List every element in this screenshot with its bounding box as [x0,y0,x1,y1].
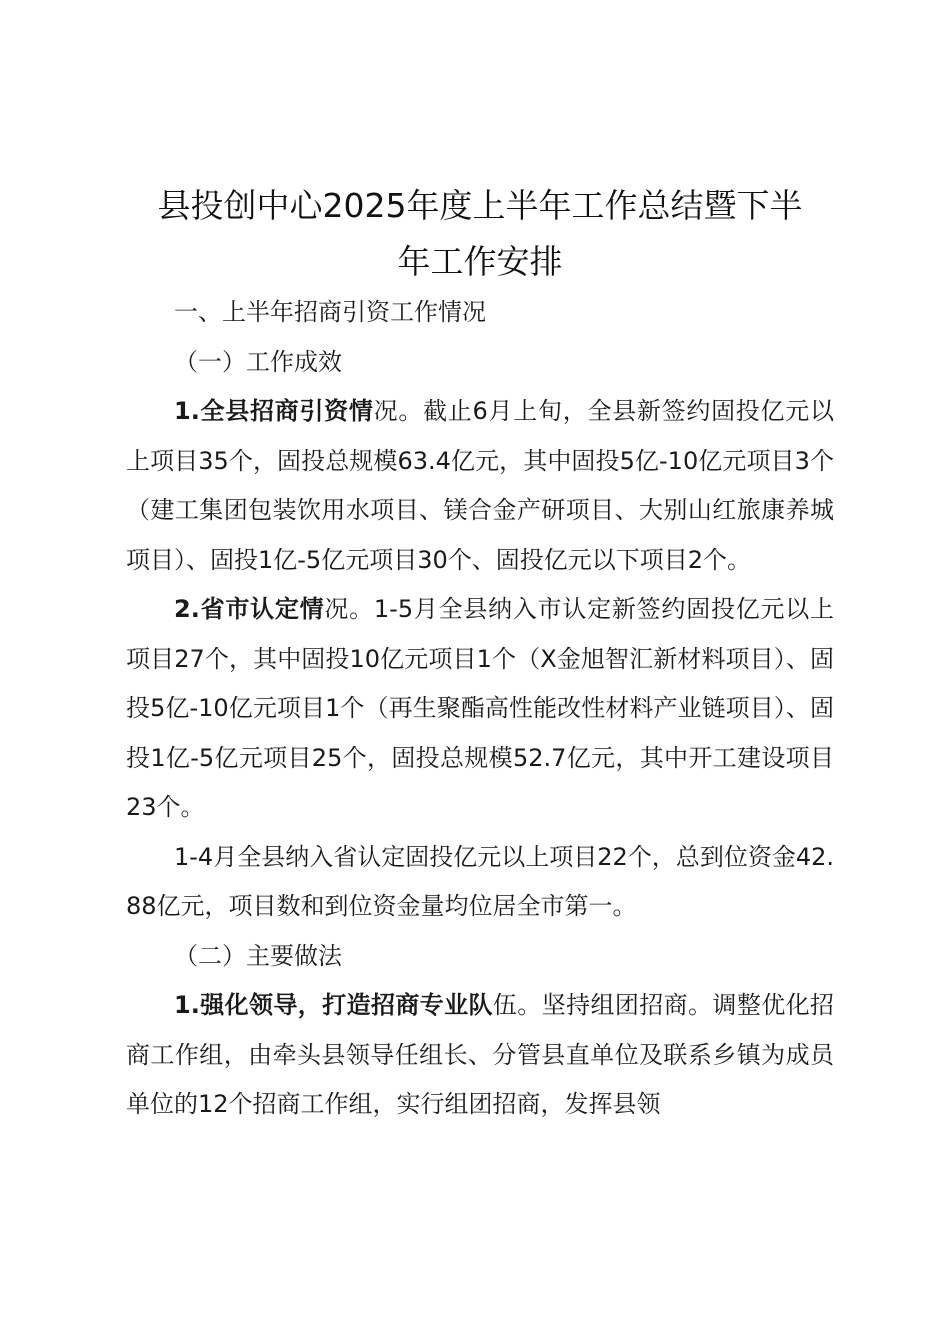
document-title [126,178,834,290]
paragraph-leadership [126,981,834,1130]
paragraph-body: 伍。坚持组团招商。调整优化招商工作组，由牵头县领导任组长、分管县直单位及联系乡镇为成员单位的12个招商工作组，实行组团招商，发挥县领 [126,991,834,1118]
section-heading-1: 一、上半年招商引资工作情况 [174,298,486,326]
paragraph-lead: 1.全县招商引资情 [174,397,374,425]
paragraph-investment-status [126,387,834,585]
title-line-1: 县投创中心2025年度上半年工作总结暨下半 [157,186,803,225]
title-line-2: 年工作安排 [397,242,563,281]
paragraph-body: 况。截止6月上旬，全县新签约固投亿元以上项目35个，固投总规模63.4亿元，其中固投5亿-10亿元项目3个（建工集团包装饮用水项目、镁合金产研项目、大别山红旅康养城项目）、固投1亿-5亿元项目30个、固投亿元以下项目2个。 [126,397,834,574]
paragraph-lead: 1.强化领导，打造招商专业队 [174,991,493,1019]
document-page [126,178,834,1130]
paragraph-province-certified: 1-4月全县纳入省认定固投亿元以上项目22个，总到位资金42.88亿元，项目数和到位资金量均位居全市第一。 [126,842,834,920]
paragraph-lead: 2.省市认定情 [174,595,325,623]
paragraph-body: 况。1-5月全县纳入市认定新签约固投亿元以上项目27个，其中固投10亿元项目1个（X金旭智汇新材料项目）、固投5亿-10亿元项目1个（再生聚酯高性能改性材料产业链项目）、固投1亿-5亿元项目25个，固投总规模52.7亿元，其中开工建设项目23个。 [126,595,834,821]
subsection-heading-2: （二）主要做法 [174,941,342,970]
paragraph-certification-status [126,585,834,833]
subsection-heading-1: （一）工作成效 [174,347,342,376]
